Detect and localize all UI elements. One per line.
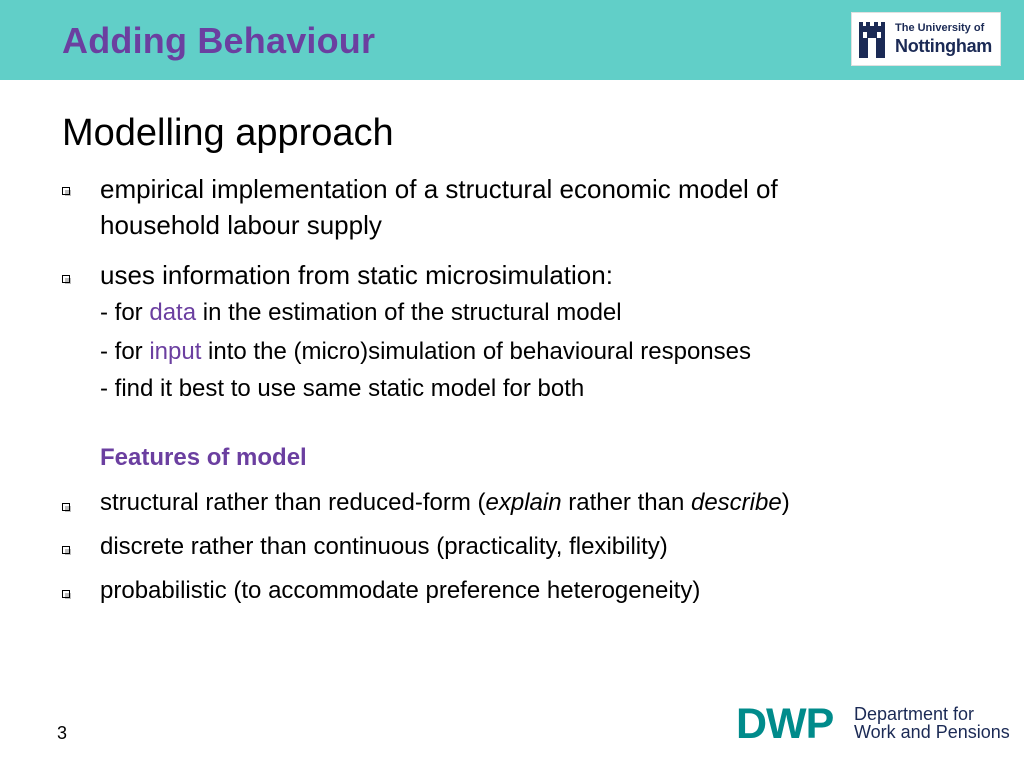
hollow-square-bullet-icon	[62, 503, 71, 512]
sub-line-suffix: in the estimation of the structural model	[196, 299, 622, 326]
dwp-text-line2: Work and Pensions	[854, 722, 1010, 742]
hollow-square-bullet-icon	[62, 187, 71, 196]
bullet-text-line: household labour supply	[100, 210, 382, 240]
hollow-square-bullet-icon	[62, 275, 71, 284]
dwp-text-line1: Department for	[854, 704, 975, 724]
dwp-logo	[736, 700, 1010, 748]
logo-text-line2: Nottingham	[895, 36, 992, 56]
bullet-text-line: empirical implementation of a structural economic model of	[100, 174, 778, 204]
feature-text: structural rather than reduced-form (	[100, 489, 486, 516]
section-heading: Modelling approach	[62, 112, 394, 154]
emphasis-text: explain	[485, 489, 562, 516]
sub-line-suffix: into the (micro)simulation of behavioural responses	[201, 338, 751, 365]
university-logo	[851, 12, 1001, 66]
sub-line-both: - find it best to use same static model for both	[100, 375, 585, 402]
page-number: 3	[57, 723, 68, 743]
logo-text-line1: The University of	[895, 22, 985, 34]
feature-item	[100, 489, 790, 517]
sub-line-data	[100, 299, 622, 327]
dwp-mark: DWP	[736, 700, 834, 748]
hollow-square-bullet-icon	[62, 590, 71, 599]
sub-line-prefix: - for	[100, 299, 150, 326]
feature-item: discrete rather than continuous (practicality, flexibility)	[100, 533, 668, 560]
feature-text: )	[781, 489, 790, 516]
sub-line-prefix: - for	[100, 338, 150, 365]
highlight-word: data	[149, 299, 197, 326]
bullet-text: uses information from static microsimulation:	[100, 260, 613, 290]
emphasis-text: describe	[690, 489, 782, 516]
sub-line-input	[100, 338, 751, 366]
feature-text: rather than	[561, 489, 691, 516]
slide-title: Adding Behaviour	[62, 20, 376, 61]
feature-item: probabilistic (to accommodate preference heterogeneity)	[100, 577, 701, 604]
hollow-square-bullet-icon	[62, 546, 71, 555]
highlight-word: input	[149, 338, 202, 365]
university-crest-icon	[857, 18, 887, 60]
features-heading: Features of model	[100, 444, 307, 471]
